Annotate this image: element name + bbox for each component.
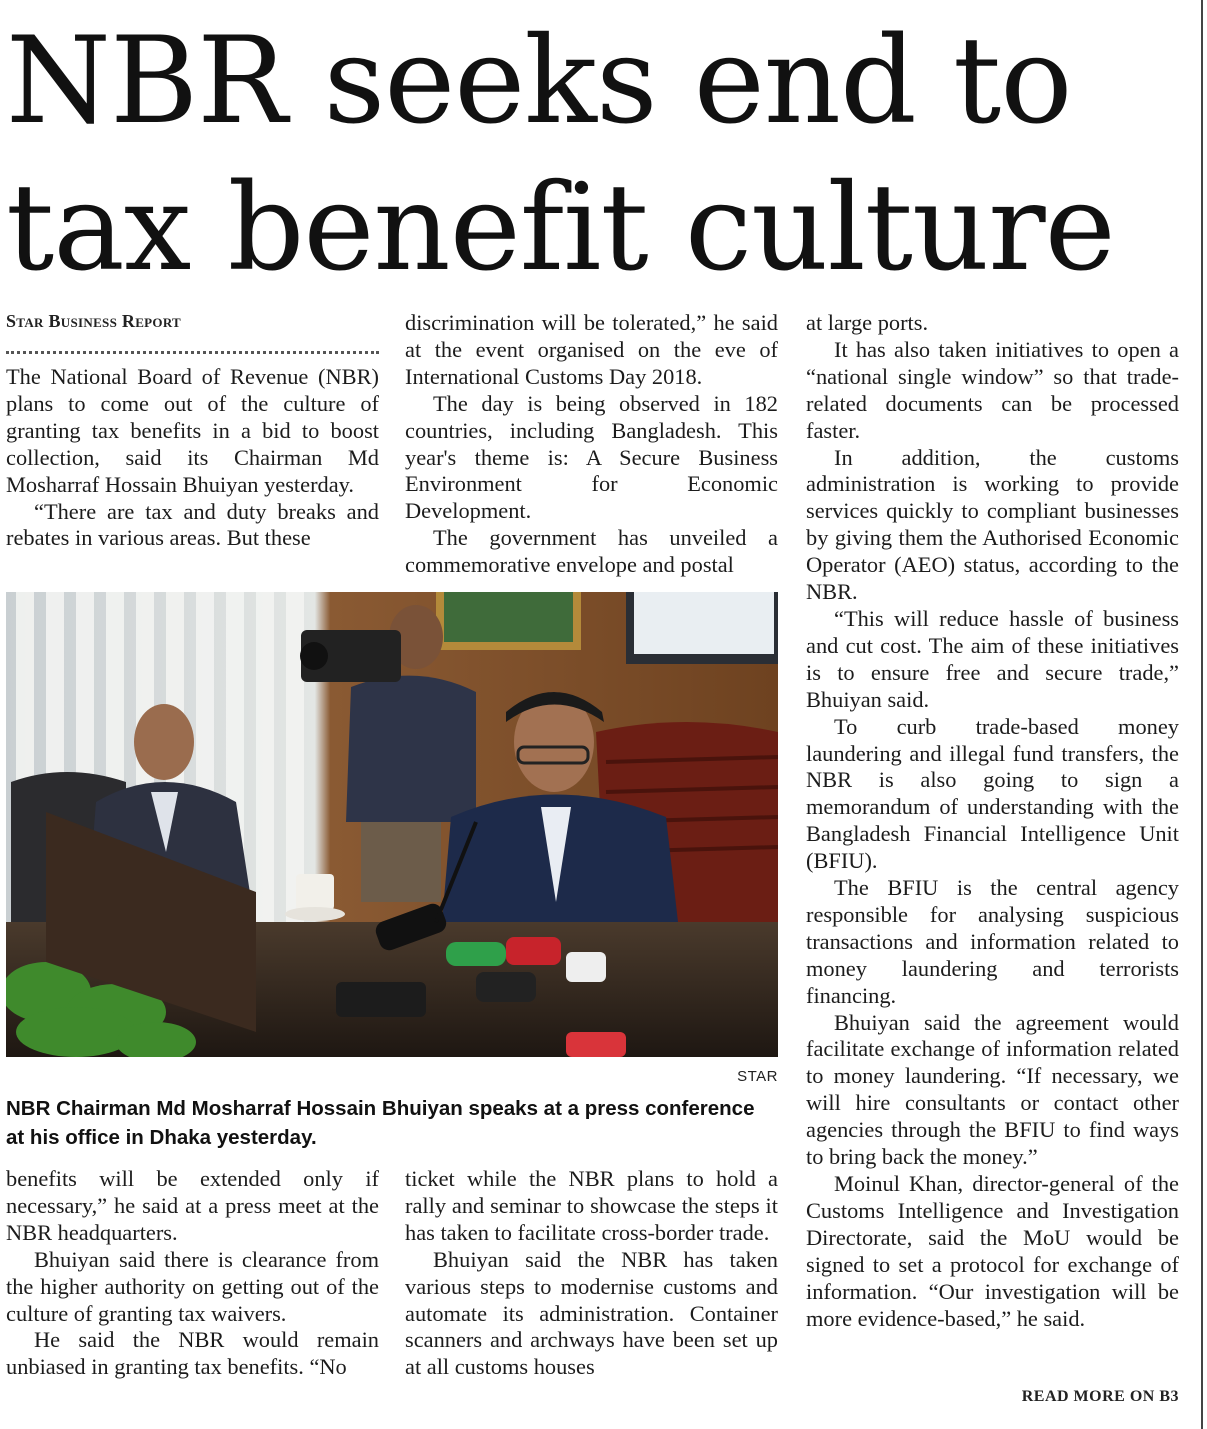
byline: Star Business Report	[6, 311, 182, 331]
photo-credit: STAR	[737, 1068, 778, 1085]
paragraph: “There are tax and duty breaks and rebates in various areas. But these	[6, 498, 379, 551]
paragraph: The BFIU is the central agency responsible for analysing suspicious transactions and information related to money laundering and terrorists financing.	[806, 875, 1179, 1008]
column-2-bottom	[405, 1166, 778, 1381]
paragraph: Moinul Khan, director-general of the Customs Intelligence and Investigation Directorate, said the MoU would be signed to set a protocol for exchange of information. “Our investigation will be more evidence-based,” he said.	[806, 1171, 1179, 1331]
press-conference-photo	[6, 592, 778, 1057]
column-2-top	[405, 310, 778, 579]
paragraph: It has also taken initiatives to open a “national single window” so that trade-related documents can be processed faster.	[806, 336, 1179, 443]
headline	[6, 8, 1196, 302]
paragraph: “This will reduce hassle of business and cut cost. The aim of these initiatives is to ensure free and secure trade,” Bhuiyan said.	[806, 605, 1179, 712]
paragraph: discrimination will be tolerated,” he said at the event organised on the eve of International Customs Day 2018.	[405, 310, 778, 389]
column-1-bottom	[6, 1166, 379, 1381]
paragraph: Bhuiyan said there is clearance from the higher authority on getting out of the culture of granting tax waivers.	[6, 1246, 379, 1326]
paragraph: Bhuiyan said the agreement would facilitate exchange of information related to money laundering. “If necessary, we will hire consultants or contact other agencies through the BFIU to find ways to bring back the money.”	[806, 1009, 1179, 1170]
paragraph: To curb trade-based money laundering and illegal fund transfers, the NBR is also going to sign a memorandum of understanding with the Bangladesh Financial Intelligence Unit (BFIU).	[806, 713, 1179, 874]
paragraph: The National Board of Revenue (NBR) plans to come out of the culture of granting tax benefits in a bid to boost collection, said its Chairman Md Mosharraf Hossain Bhuiyan yesterday.	[6, 364, 379, 497]
paragraph: ticket while the NBR plans to hold a rally and seminar to showcase the steps it has taken to facilitate cross-border trade.	[405, 1166, 778, 1245]
paragraph: benefits will be extended only if necessary,” he said at a press meet at the NBR headquarters.	[6, 1166, 379, 1245]
read-more-link[interactable]: READ MORE ON B3	[1021, 1388, 1179, 1405]
column-3	[806, 310, 1179, 1332]
paragraph: In addition, the customs administration is working to provide services quickly to compliant businesses by giving them the Authorised Economic Operator (AEO) status, according to the NBR.	[806, 444, 1179, 605]
column-rule	[1201, 0, 1203, 1429]
paragraph: He said the NBR would remain unbiased in granting tax benefits. “No	[6, 1327, 379, 1380]
column-1-top	[6, 364, 379, 552]
dotted-divider	[6, 351, 379, 354]
paragraph: The government has unveiled a commemorative envelope and postal	[405, 525, 778, 578]
paragraph: at large ports.	[806, 310, 929, 335]
paragraph: Bhuiyan said the NBR has taken various steps to modernise customs and automate its administration. Container scanners and archways have been set up at all customs houses	[405, 1246, 778, 1380]
paragraph: The day is being observed in 182 countries, including Bangladesh. This year's theme is: A Secure Business Environment for Economic Development.	[405, 390, 778, 524]
headline-line-1: NBR seeks end to	[6, 12, 1072, 151]
photo-caption: NBR Chairman Md Mosharraf Hossain Bhuiyan speaks at a press conference at his office in Dhaka yesterday.	[6, 1097, 755, 1149]
headline-line-2: tax benefit culture	[6, 159, 1115, 298]
